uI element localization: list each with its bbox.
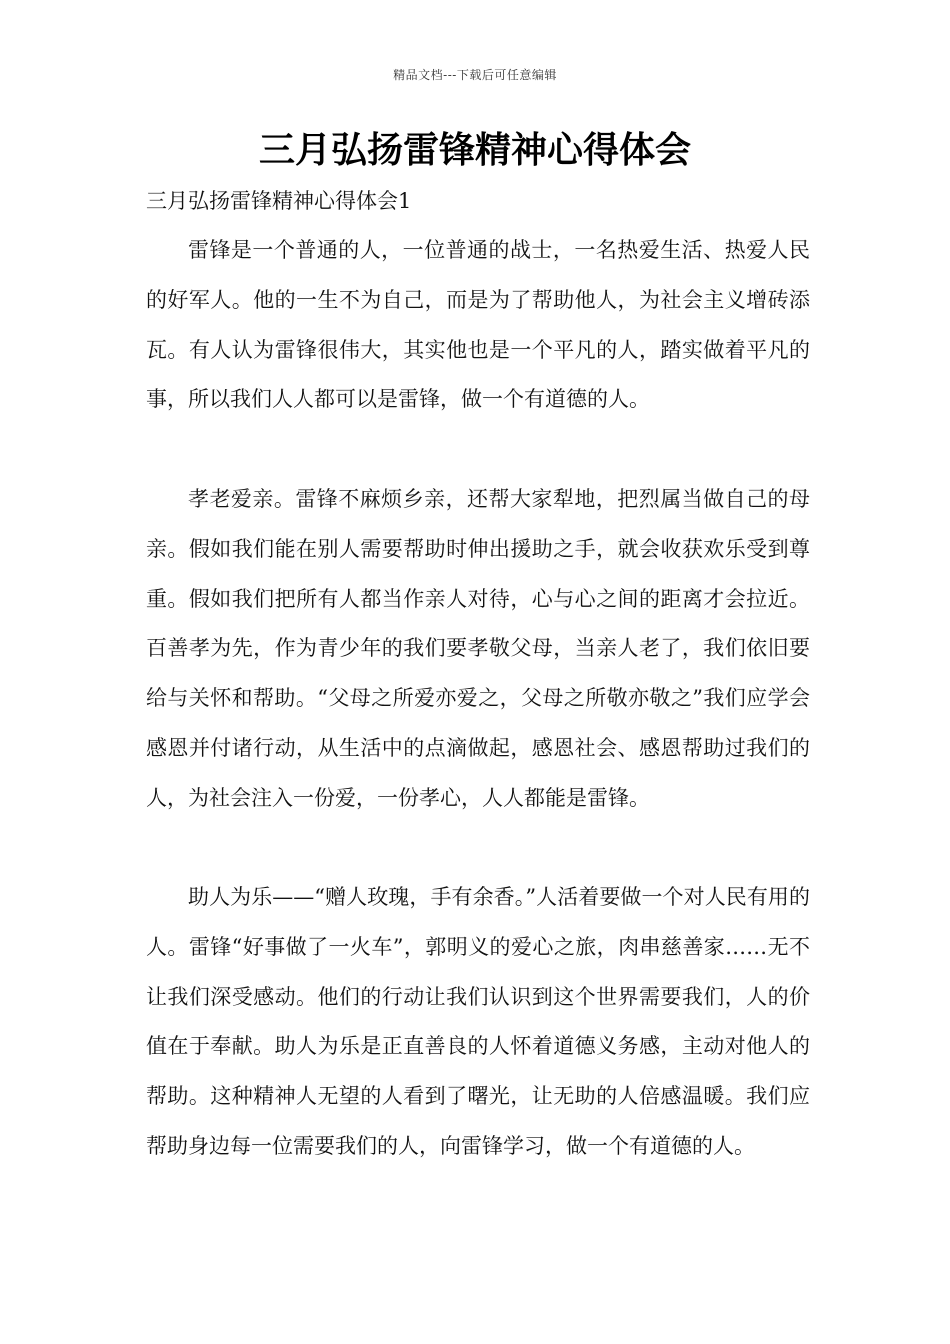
- paragraph-1: 雷锋是一个普通的人，一位普通的战士，一名热爱生活、热爱人民的好军人。他的一生不为自己，而是为了帮助他人，为社会主义增砖添瓦。有人认为雷锋很伟大，其实他也是一个平凡的人，踏实做着平凡的事，所以我们人人都可以是雷锋，做一个有道德的人。: [146, 238, 810, 412]
- document-title: 三月弘扬雷锋精神心得体会: [258, 130, 691, 171]
- paragraph-2: 孝老爱亲。雷锋不麻烦乡亲，还帮大家犁地，把烈属当做自己的母亲。假如我们能在别人需要帮助时伸出援助之手，就会收获欢乐受到尊重。假如我们把所有人都当作亲人对待，心与心之间的距离才会拉近。百善孝为先，作为青少年的我们要孝敬父母，当亲人老了，我们依旧要给与关怀和帮助。“父母之所爱亦爱之，父母之所敬亦敬之”我们应学会感恩并付诸行动，从生活中的点滴做起，感恩社会、感恩帮助过我们的人，为社会注入一份爱，一份孝心，人人都能是雷锋。: [146, 487, 810, 810]
- page-header: 精品文档---下载后可任意编辑: [393, 68, 557, 82]
- paragraph-3: 助人为乐——“赠人玫瑰，手有余香。”人活着要做一个对人民有用的人。雷锋“好事做了一火车”，郭明义的爱心之旅，肉串慈善家……无不让我们深受感动。他们的行动让我们认识到这个世界需要我们，人的价值在于奉献。助人为乐是正直善良的人怀着道德义务感，主动对他人的帮助。这种精神人无望的人看到了曙光，让无助的人倍感温暖。我们应帮助身边每一位需要我们的人，向雷锋学习，做一个有道德的人。: [146, 885, 810, 1158]
- section-subtitle: 三月弘扬雷锋精神心得体会1: [146, 189, 412, 213]
